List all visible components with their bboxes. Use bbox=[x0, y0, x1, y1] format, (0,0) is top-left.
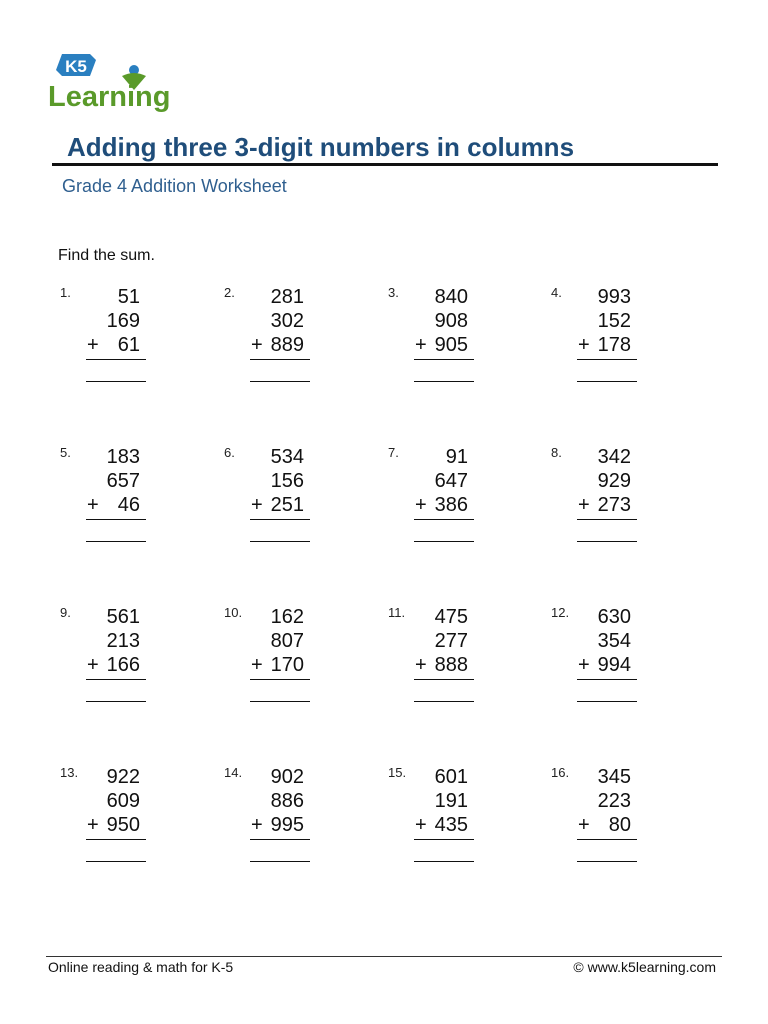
addend-2: 152 bbox=[597, 310, 631, 332]
addend-3: 435 bbox=[434, 814, 468, 836]
answer-line[interactable] bbox=[577, 381, 637, 382]
answer-line[interactable] bbox=[414, 861, 474, 862]
addend-3: 386 bbox=[434, 494, 468, 516]
addend-3: 166 bbox=[106, 654, 140, 676]
addend-3: 273 bbox=[597, 494, 631, 516]
answer-line[interactable] bbox=[250, 541, 310, 542]
title-divider bbox=[52, 163, 718, 166]
addend-2: 213 bbox=[106, 630, 140, 652]
problem-number: 8. bbox=[551, 445, 562, 460]
sum-rule bbox=[86, 679, 146, 680]
addend-1: 51 bbox=[117, 286, 140, 308]
answer-line[interactable] bbox=[577, 701, 637, 702]
problem-number: 3. bbox=[388, 285, 399, 300]
addend-1: 840 bbox=[434, 286, 468, 308]
addend-2: 647 bbox=[434, 470, 468, 492]
answer-line[interactable] bbox=[86, 541, 146, 542]
addend-3: 994 bbox=[597, 654, 631, 676]
problem-number: 4. bbox=[551, 285, 562, 300]
problem-number: 2. bbox=[224, 285, 235, 300]
addend-1: 902 bbox=[270, 766, 304, 788]
addend-1: 993 bbox=[597, 286, 631, 308]
sum-rule bbox=[414, 839, 474, 840]
problem-16 bbox=[551, 765, 701, 875]
addend-2: 609 bbox=[106, 790, 140, 812]
sum-rule bbox=[577, 519, 637, 520]
problem-13 bbox=[60, 765, 210, 875]
logo-learning-text: Learning bbox=[48, 81, 171, 113]
problem-5 bbox=[60, 445, 210, 555]
sum-rule bbox=[250, 839, 310, 840]
addend-3: 170 bbox=[270, 654, 304, 676]
problem-number: 6. bbox=[224, 445, 235, 460]
plus-sign: + bbox=[87, 654, 99, 676]
problem-number: 9. bbox=[60, 605, 71, 620]
sum-rule bbox=[250, 679, 310, 680]
addend-2: 156 bbox=[270, 470, 304, 492]
problem-number: 13. bbox=[60, 765, 79, 780]
plus-sign: + bbox=[415, 334, 427, 356]
sum-rule bbox=[86, 519, 146, 520]
plus-sign: + bbox=[415, 814, 427, 836]
plus-sign: + bbox=[87, 494, 99, 516]
sum-rule bbox=[414, 519, 474, 520]
plus-sign: + bbox=[251, 494, 263, 516]
addend-3: 950 bbox=[106, 814, 140, 836]
problem-10 bbox=[224, 605, 374, 715]
problem-11 bbox=[388, 605, 538, 715]
problem-15 bbox=[388, 765, 538, 875]
addend-2: 277 bbox=[434, 630, 468, 652]
problem-3 bbox=[388, 285, 538, 395]
problem-number: 14. bbox=[224, 765, 243, 780]
problem-number: 15. bbox=[388, 765, 407, 780]
problem-14 bbox=[224, 765, 374, 875]
addend-3: 80 bbox=[608, 814, 631, 836]
problem-12 bbox=[551, 605, 701, 715]
addend-2: 169 bbox=[106, 310, 140, 332]
plus-sign: + bbox=[578, 334, 590, 356]
footer-website-link[interactable]: © www.k5learning.com bbox=[573, 959, 716, 975]
addend-2: 302 bbox=[270, 310, 304, 332]
addend-1: 601 bbox=[434, 766, 468, 788]
answer-line[interactable] bbox=[86, 861, 146, 862]
addend-1: 183 bbox=[106, 446, 140, 468]
answer-line[interactable] bbox=[86, 381, 146, 382]
problem-7 bbox=[388, 445, 538, 555]
problem-number: 1. bbox=[60, 285, 71, 300]
answer-line[interactable] bbox=[250, 381, 310, 382]
sum-rule bbox=[577, 679, 637, 680]
addend-1: 475 bbox=[434, 606, 468, 628]
plus-sign: + bbox=[578, 654, 590, 676]
addend-2: 191 bbox=[434, 790, 468, 812]
addend-2: 807 bbox=[270, 630, 304, 652]
addend-3: 61 bbox=[117, 334, 140, 356]
footer-divider bbox=[46, 956, 722, 957]
problem-2 bbox=[224, 285, 374, 395]
page-title: Adding three 3-digit numbers in columns bbox=[67, 132, 575, 162]
sum-rule bbox=[86, 839, 146, 840]
plus-sign: + bbox=[251, 334, 263, 356]
problem-number: 10. bbox=[224, 605, 243, 620]
plus-sign: + bbox=[415, 494, 427, 516]
answer-line[interactable] bbox=[250, 701, 310, 702]
instruction-text: Find the sum. bbox=[58, 247, 155, 264]
sum-rule bbox=[86, 359, 146, 360]
k5-learning-logo bbox=[46, 50, 188, 114]
page-subtitle: Grade 4 Addition Worksheet bbox=[62, 176, 287, 196]
footer-tagline: Online reading & math for K-5 bbox=[48, 959, 234, 975]
plus-sign: + bbox=[251, 814, 263, 836]
sum-rule bbox=[414, 679, 474, 680]
sum-rule bbox=[250, 359, 310, 360]
addend-2: 354 bbox=[597, 630, 631, 652]
answer-line[interactable] bbox=[414, 541, 474, 542]
plus-sign: + bbox=[87, 814, 99, 836]
sum-rule bbox=[577, 839, 637, 840]
answer-line[interactable] bbox=[86, 701, 146, 702]
addend-1: 561 bbox=[106, 606, 140, 628]
problem-9 bbox=[60, 605, 210, 715]
problem-number: 11. bbox=[388, 605, 406, 620]
answer-line[interactable] bbox=[414, 381, 474, 382]
addend-3: 46 bbox=[117, 494, 140, 516]
addend-3: 888 bbox=[434, 654, 468, 676]
problem-6 bbox=[224, 445, 374, 555]
addend-1: 534 bbox=[270, 446, 304, 468]
addend-1: 630 bbox=[597, 606, 631, 628]
plus-sign: + bbox=[578, 814, 590, 836]
addend-2: 223 bbox=[597, 790, 631, 812]
answer-line[interactable] bbox=[250, 861, 310, 862]
answer-line[interactable] bbox=[577, 541, 637, 542]
addend-2: 908 bbox=[434, 310, 468, 332]
logo-k5-text: K5 bbox=[65, 57, 87, 76]
sum-rule bbox=[414, 359, 474, 360]
sum-rule bbox=[250, 519, 310, 520]
addend-3: 905 bbox=[434, 334, 468, 356]
problem-4 bbox=[551, 285, 701, 395]
addend-3: 251 bbox=[270, 494, 304, 516]
problem-1 bbox=[60, 285, 210, 395]
addend-3: 178 bbox=[597, 334, 631, 356]
addend-1: 342 bbox=[597, 446, 631, 468]
addend-2: 929 bbox=[597, 470, 631, 492]
plus-sign: + bbox=[87, 334, 99, 356]
problem-number: 16. bbox=[551, 765, 570, 780]
addend-1: 91 bbox=[445, 446, 468, 468]
addend-2: 657 bbox=[106, 470, 140, 492]
addend-2: 886 bbox=[270, 790, 304, 812]
plus-sign: + bbox=[578, 494, 590, 516]
sum-rule bbox=[577, 359, 637, 360]
answer-line[interactable] bbox=[414, 701, 474, 702]
answer-line[interactable] bbox=[577, 861, 637, 862]
addend-1: 281 bbox=[270, 286, 304, 308]
problem-8 bbox=[551, 445, 701, 555]
addend-1: 922 bbox=[106, 766, 140, 788]
problem-number: 12. bbox=[551, 605, 570, 620]
addend-1: 162 bbox=[270, 606, 304, 628]
addend-1: 345 bbox=[597, 766, 631, 788]
problem-number: 5. bbox=[60, 445, 71, 460]
addend-3: 995 bbox=[270, 814, 304, 836]
plus-sign: + bbox=[415, 654, 427, 676]
plus-sign: + bbox=[251, 654, 263, 676]
problem-number: 7. bbox=[388, 445, 399, 460]
addend-3: 889 bbox=[270, 334, 304, 356]
